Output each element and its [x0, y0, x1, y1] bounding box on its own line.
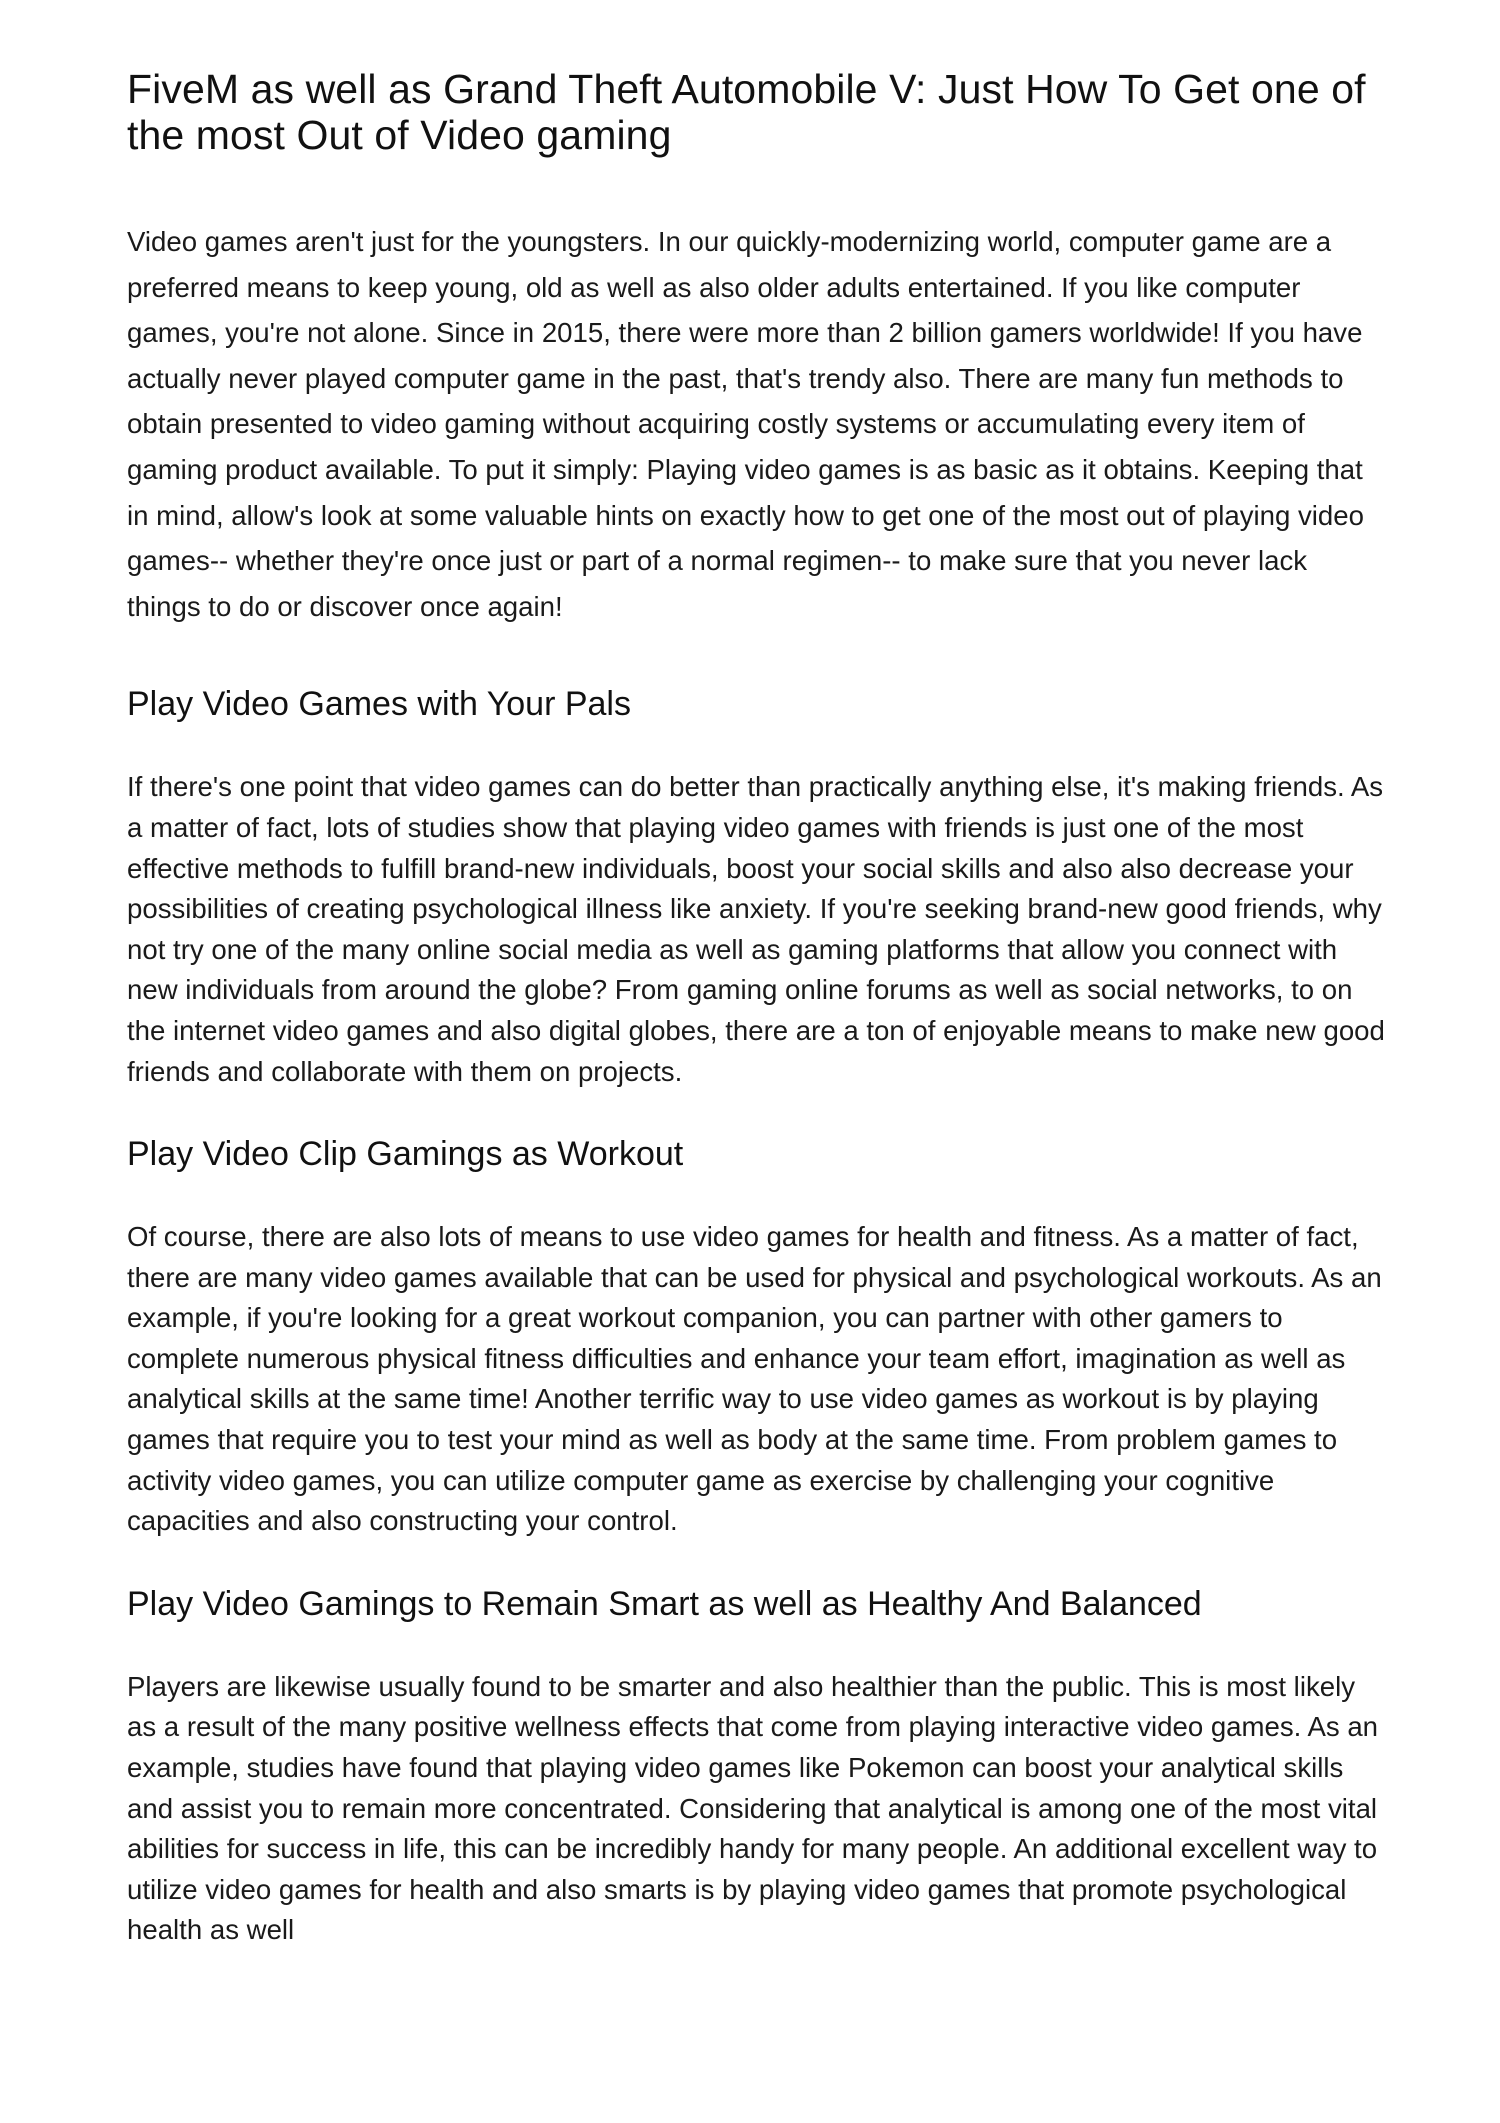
section-heading: Play Video Clip Gamings as Workout: [127, 1135, 684, 1174]
section-paragraph: Of course, there are also lots of means to use video games for health and fitness. As a matter of fact, there are many video games available that can be used for physical and psychological workouts. As an example, if you're looking for a great workout companion, you can partner with other gamers to complete numerous physical fitness difficulties and enhance your team effort, imagination as well as analytical skills at the same time! Another terrific way to use video games as workout is by playing games that require you to test your mind as well as body at the same time. From problem games to activity video games, you can utilize computer game as exercise by challenging your cognitive capacities and also constructing your control.: [127, 1221, 1382, 1537]
section-play-with-pals: [127, 684, 1387, 1092]
document-title: FiveM as well as Grand Theft Automobile V: Just How To Get one of the most Out of Video gaming: [127, 66, 1366, 158]
document-page: [127, 66, 1387, 1951]
section-paragraph: Players are likewise usually found to be smarter and also healthier than the public. This is most likely as a result of the many positive wellness effects that come from playing interactive video games. As an example, studies have found that playing video games like Pokemon can boost your analytical skills and assist you to remain more concentrated. Considering that analytical is among one of the most vital abilities for success in life, this can be incredibly handy for many people. An additional excellent way to utilize video games for health and also smarts is by playing video games that promote psychological health as well: [127, 1670, 1379, 1946]
section-heading: Play Video Games with Your Pals: [127, 685, 631, 724]
section-heading: Play Video Gamings to Remain Smart as well as Healthy And Balanced: [127, 1584, 1202, 1623]
section-games-as-workout: [127, 1134, 1387, 1542]
intro-paragraph: Video games aren't just for the youngsters. In our quickly-modernizing world, computer game are a preferred means to keep young, old as well as also older adults entertained. If you like computer games, you're not alone. Since in 2015, there were more than 2 billion gamers worldwide! If you have actually never played computer game in the past, that's trendy also. There are many fun methods to obtain presented to video gaming without acquiring costly systems or accumulating every item of gaming product available. To put it simply: Playing video games is as basic as it obtains. Keeping that in mind, allow's look at some valuable hints on exactly how to get one of the most out of playing video games-- whether they're once just or part of a normal regimen-- to make sure that you never lack things to do or discover once again!: [127, 226, 1364, 622]
section-smart-and-healthy: [127, 1584, 1387, 1951]
section-paragraph: If there's one point that video games can do better than practically anything else, it's making friends. As a matter of fact, lots of studies show that playing video games with friends is just one of the most effective methods to fulfill brand-new individuals, boost your social skills and also also decrease your possibilities of creating psychological illness like anxiety. If you're seeking brand-new good friends, why not try one of the many online social media as well as gaming platforms that allow you connect with new individuals from around the globe? From gaming online forums as well as social networks, to on the internet video games and also digital globes, there are a ton of enjoyable means to make new good friends and collaborate with them on projects.: [127, 771, 1385, 1087]
